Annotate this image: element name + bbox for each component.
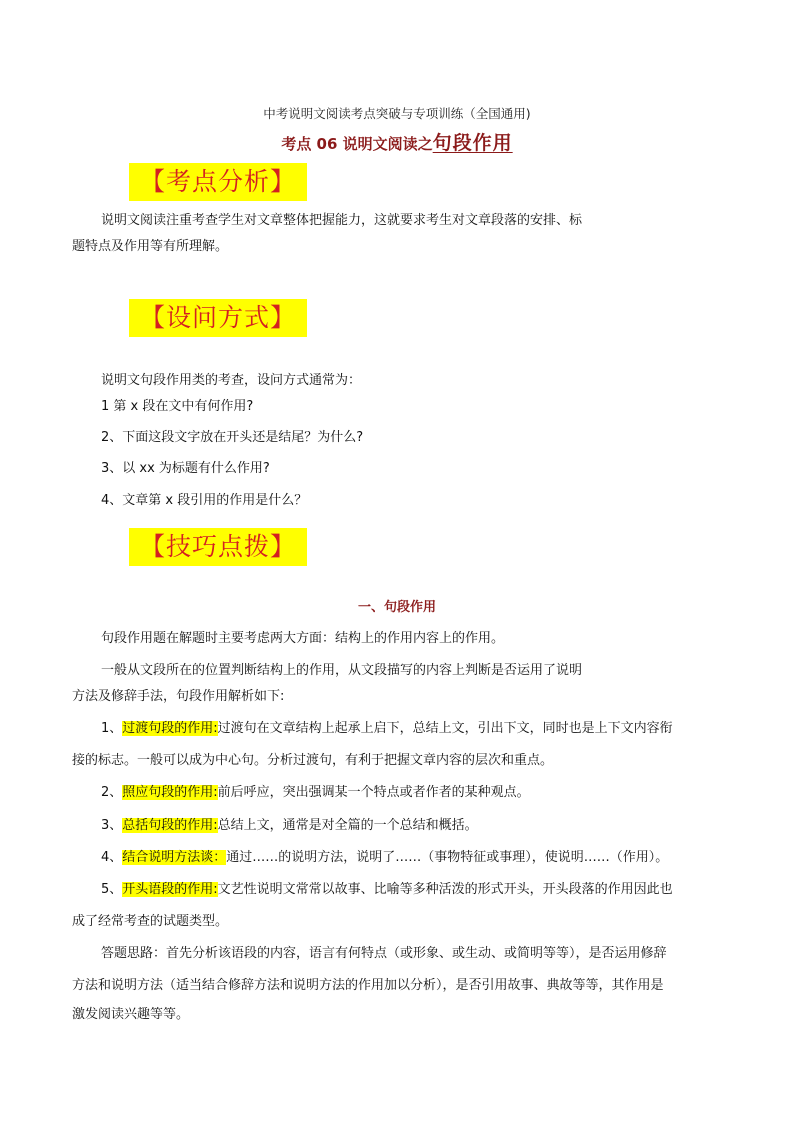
- tip-item: [101, 781, 530, 800]
- tip-item: [101, 846, 668, 865]
- title-highlight: 句段作用: [432, 132, 513, 154]
- analysis-line-1: 说明文阅读注重考查学生对文章整体把握能力，这就要求考生对文章段落的安排、标: [101, 213, 583, 228]
- answer-approach-line-1: 答题思路：首先分析该语段的内容，语言有何特点（或形象、或生动、或简明等等），是否运用修辞: [101, 946, 667, 961]
- answer-approach-line-2: 方法和说明方法（适当结合修辞方法和说明方法的作用加以分析），是否引用故事、典故等等，其作用是: [72, 978, 664, 993]
- tip-item-continuation: 成了经常考查的试题类型。: [72, 914, 229, 929]
- tip-item-label: 过渡句段的作用:: [122, 721, 218, 736]
- question-item: 4、文章第 x 段引用的作用是什么？: [101, 493, 308, 508]
- banner-tips: 【技巧点拨】: [129, 528, 307, 566]
- tip-item-text: 文艺性说明文常常以故事、比喻等多种活泼的形式开头，开头段落的作用因此也: [217, 882, 673, 897]
- section-title: 一、句段作用: [357, 600, 436, 615]
- tip-item-number: 3、: [101, 818, 123, 833]
- tip-item: [101, 717, 673, 736]
- analysis-line-2: 题特点及作用等有所理解。: [72, 239, 229, 254]
- tips-paragraph-2-line-2: 方法及修辞手法，句段作用解析如下:: [72, 689, 285, 704]
- question-intro: 说明文句段作用类的考查，设问方式通常为：: [101, 373, 362, 388]
- document-title: [0, 128, 794, 155]
- answer-approach-line-3: 激发阅读兴趣等等。: [72, 1007, 190, 1022]
- tip-item-text: 总结上文，通常是对全篇的一个总结和概括。: [217, 818, 478, 833]
- banner-analysis: 【考点分析】: [129, 163, 307, 201]
- tip-item-text: 过渡句在文章结构上起承上启下，总结上文，引出下文，同时也是上下文内容衔: [217, 721, 673, 736]
- tip-item-number: 4、: [101, 850, 123, 865]
- tip-item-number: 2、: [101, 785, 123, 800]
- document-subtitle: 中考说明文阅读考点突破与专项训练（全国通用): [263, 106, 531, 121]
- tip-item-label: 开头语段的作用:: [122, 882, 218, 897]
- question-item: 2、下面这段文字放在开头还是结尾？为什么?: [101, 430, 364, 445]
- tip-item-number: 1、: [101, 721, 123, 736]
- tips-paragraph-2-line-1: 一般从文段所在的位置判断结构上的作用，从文段描写的内容上判断是否运用了说明: [101, 663, 583, 678]
- tip-item-label: 结合说明方法谈：: [122, 850, 227, 865]
- tip-item-continuation: 接的标志。一般可以成为中心句。分析过渡句，有利于把握文章内容的层次和重点。: [72, 753, 554, 768]
- question-item: 1 第 x 段在文中有何作用?: [101, 399, 254, 414]
- tip-item: [101, 878, 673, 897]
- title-prefix: 考点 06 说明文阅读之: [281, 135, 433, 153]
- banner-question: 【设问方式】: [129, 299, 307, 337]
- tip-item-number: 5、: [101, 882, 123, 897]
- tip-item-text: 前后呼应，突出强调某一个特点或者作者的某种观点。: [217, 785, 530, 800]
- tips-paragraph-1: 句段作用题在解题时主要考虑两大方面：结构上的作用内容上的作用。: [101, 631, 505, 646]
- tip-item-label: 总括句段的作用:: [122, 818, 218, 833]
- question-item: 3、以 xx 为标题有什么作用?: [101, 461, 270, 476]
- tip-item: [101, 814, 478, 833]
- tip-item-label: 照应句段的作用:: [122, 785, 218, 800]
- tip-item-text: 通过……的说明方法，说明了……（事物特征或事理），使说明……（作用）。: [226, 850, 669, 865]
